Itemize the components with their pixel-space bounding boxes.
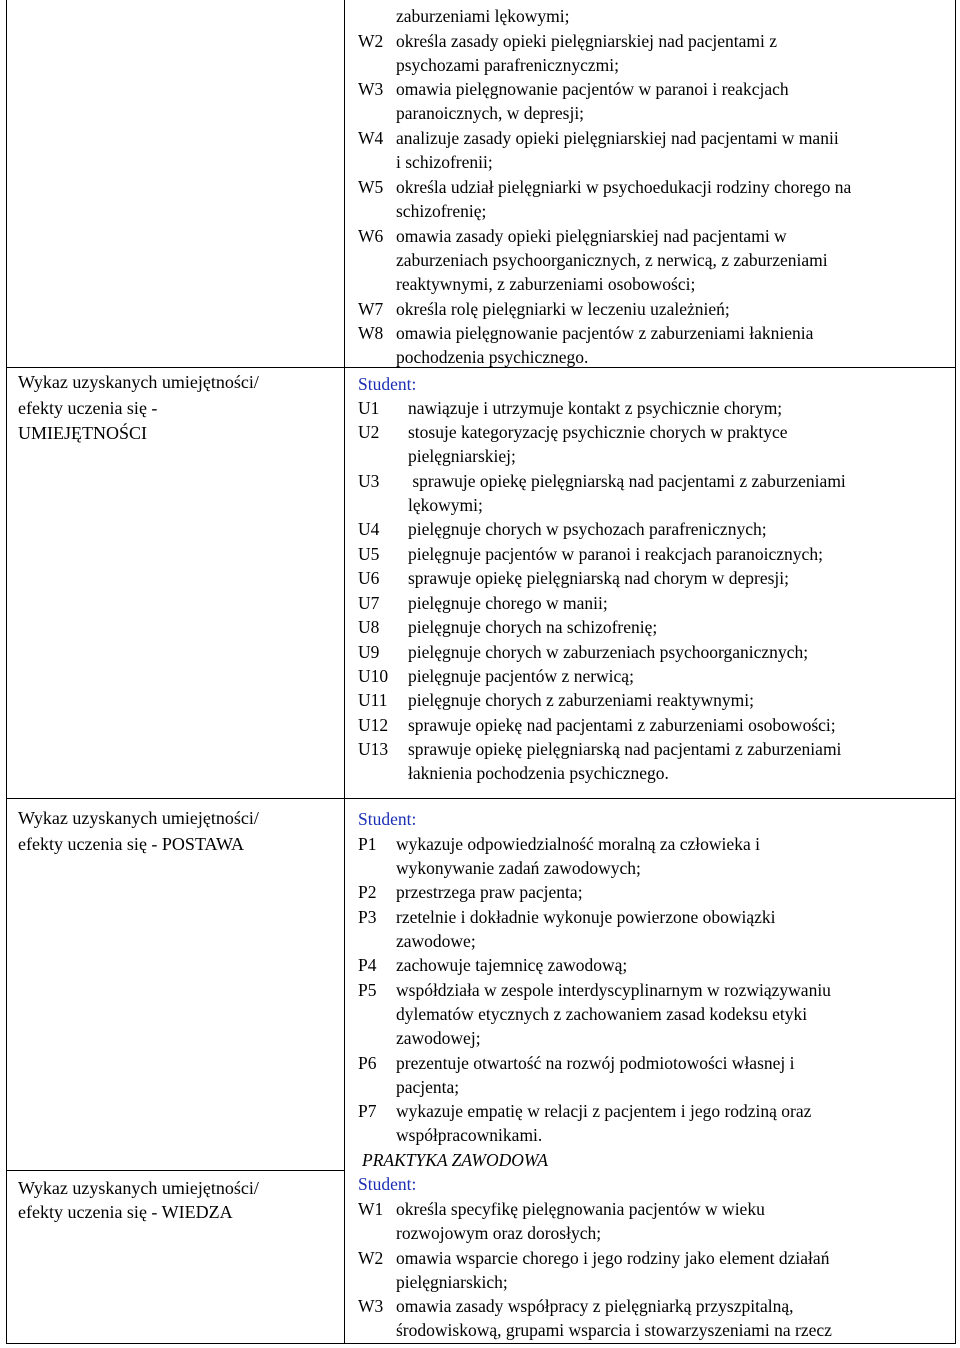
item-code: W2 — [358, 1248, 384, 1268]
item-code: U7 — [358, 593, 380, 613]
item-text: nawiązuje i utrzymuje kontakt z psychicznie chorym; — [408, 398, 783, 418]
table-border-middle — [344, 0, 345, 1344]
item-text: łaknienia pochodzenia psychicznego. — [408, 763, 669, 783]
label-line: Wykaz uzyskanych umiejętności/ — [18, 808, 259, 828]
item-code: W3 — [358, 1296, 384, 1316]
item-text: psychozami parafrenicznyczmi; — [396, 55, 620, 75]
item-code: P3 — [358, 907, 377, 927]
item-text: zachowuje tajemnicę zawodową; — [396, 955, 628, 975]
item-text: określa rolę pielęgniarki w leczeniu uzależnień; — [396, 299, 730, 319]
item-code: U1 — [358, 398, 380, 418]
item-code: U12 — [358, 715, 389, 735]
item-code: U11 — [358, 690, 388, 710]
item-text: wykazuje empatię w relacji z pacjentem i jego rodziną oraz — [396, 1101, 812, 1121]
item-text: stosuje kategoryzację psychicznie chorych w praktyce — [408, 422, 788, 442]
item-text: pielęgniarskiej; — [408, 446, 516, 466]
item-text: pielęgnuje chorych z zaburzeniami reaktywnymi; — [408, 690, 754, 710]
label-line: UMIEJĘTNOŚCI — [18, 423, 147, 443]
item-text: omawia zasady opieki pielęgniarskiej nad pacjentami w — [396, 226, 787, 246]
item-text: pielęgnuje pacjentów w paranoi i reakcjach paranoicznych; — [408, 544, 823, 564]
item-code: P4 — [358, 955, 377, 975]
label-line: efekty uczenia się - POSTAWA — [18, 834, 245, 854]
item-text: wykonywanie zadań zawodowych; — [396, 858, 641, 878]
item-text: i schizofrenii; — [396, 152, 493, 172]
label-line: efekty uczenia się - WIEDZA — [18, 1202, 233, 1222]
label-line: Wykaz uzyskanych umiejętności/ — [18, 372, 259, 392]
item-text: omawia wsparcie chorego i jego rodziny jako element działań — [396, 1248, 830, 1268]
item-text: zawodowej; — [396, 1028, 481, 1048]
student-heading: Student: — [358, 1174, 417, 1194]
item-text: dylematów etycznych z zachowaniem zasad kodeksu etyki — [396, 1004, 808, 1024]
item-text: określa specyfikę pielęgnowania pacjentów w wieku — [396, 1199, 765, 1219]
item-text: określa zasady opieki pielęgniarskiej nad pacjentami z — [396, 31, 777, 51]
item-text: współdziała w zespole interdyscyplinarnym w rozwiązywaniu — [396, 980, 831, 1000]
row-divider-3 — [6, 1170, 344, 1171]
item-text: sprawuje opiekę nad pacjentami z zaburzeniami osobowości; — [408, 715, 836, 735]
label-line: efekty uczenia się - — [18, 398, 158, 418]
table-border-right — [955, 0, 956, 1344]
label-line: Wykaz uzyskanych umiejętności/ — [18, 1178, 259, 1198]
item-code: P6 — [358, 1053, 377, 1073]
item-code: P1 — [358, 834, 377, 854]
item-code: U4 — [358, 519, 380, 539]
item-code: W3 — [358, 79, 384, 99]
item-text: sprawuje opiekę pielęgniarską nad pacjentami z zaburzeniami — [408, 739, 842, 759]
item-text: reaktywnymi, z zaburzeniami osobowości; — [396, 274, 696, 294]
item-code: P2 — [358, 882, 377, 902]
student-heading: Student: — [358, 809, 417, 829]
item-code: U3 — [358, 471, 380, 491]
item-text: pielęgnuje chorych w psychozach parafrenicznych; — [408, 519, 767, 539]
item-text: sprawuje opiekę pielęgniarską nad pacjentami z zaburzeniami — [408, 471, 846, 491]
item-code: W2 — [358, 31, 384, 51]
section-heading: PRAKTYKA ZAWODOWA — [362, 1150, 548, 1170]
item-code: P5 — [358, 980, 377, 1000]
item-text: prezentuje otwartość na rozwój podmiotowości własnej i — [396, 1053, 795, 1073]
item-code: W8 — [358, 323, 384, 343]
item-text: schizofrenię; — [396, 201, 487, 221]
item-code: U13 — [358, 739, 389, 759]
item-code: W4 — [358, 128, 384, 148]
item-text: współpracownikami. — [396, 1125, 543, 1145]
item-code: U9 — [358, 642, 380, 662]
item-text: pielęgnuje chorych w zaburzeniach psychoorganicznych; — [408, 642, 809, 662]
item-text: określa udział pielęgniarki w psychoedukacji rodziny chorego na — [396, 177, 852, 197]
item-code: W7 — [358, 299, 384, 319]
item-text: rzetelnie i dokładnie wykonuje powierzone obowiązki — [396, 907, 776, 927]
item-text: lękowymi; — [408, 495, 483, 515]
item-text: paranoicznych, w depresji; — [396, 103, 585, 123]
item-text: sprawuje opiekę pielęgniarską nad chorym w depresji; — [408, 568, 789, 588]
item-text: wykazuje odpowiedzialność moralną za człowieka i — [396, 834, 760, 854]
item-code: U10 — [358, 666, 389, 686]
item-text: przestrzega praw pacjenta; — [396, 882, 583, 902]
item-code: W6 — [358, 226, 384, 246]
item-code: W1 — [358, 1199, 384, 1219]
item-text: zawodowe; — [396, 931, 476, 951]
row-divider-2 — [6, 798, 956, 799]
item-code: P7 — [358, 1101, 377, 1121]
list-item-continuation: zaburzeniami lękowymi; — [396, 6, 570, 26]
item-code: U2 — [358, 422, 380, 442]
item-text: pacjenta; — [396, 1077, 460, 1097]
table-border-bottom — [6, 1343, 956, 1344]
student-heading: Student: — [358, 374, 417, 394]
item-code: U5 — [358, 544, 380, 564]
item-text: omawia pielęgnowanie pacjentów w paranoi i reakcjach — [396, 79, 789, 99]
item-text: pielęgnuje chorego w manii; — [408, 593, 608, 613]
item-text: omawia zasady współpracy z pielęgniarką przyszpitalną, — [396, 1296, 794, 1316]
item-text: rozwojowym oraz dorosłych; — [396, 1223, 602, 1243]
item-text: pochodzenia psychicznego. — [396, 347, 589, 367]
item-text: omawia pielęgnowanie pacjentów z zaburzeniami łaknienia — [396, 323, 814, 343]
item-text: analizuje zasady opieki pielęgniarskiej nad pacjentami w manii — [396, 128, 839, 148]
item-text: zaburzeniach psychoorganicznych, z nerwicą, z zaburzeniami — [396, 250, 828, 270]
item-code: U6 — [358, 568, 380, 588]
item-text: pielęgnuje chorych na schizofrenię; — [408, 617, 658, 637]
item-text: środowiskową, grupami wsparcia i stowarzyszeniami na rzecz — [396, 1320, 832, 1340]
item-text: pielęgnuje pacjentów z nerwicą; — [408, 666, 634, 686]
item-code: W5 — [358, 177, 384, 197]
item-text: pielęgniarskich; — [396, 1272, 508, 1292]
table-border-left — [6, 0, 7, 1344]
item-code: U8 — [358, 617, 380, 637]
